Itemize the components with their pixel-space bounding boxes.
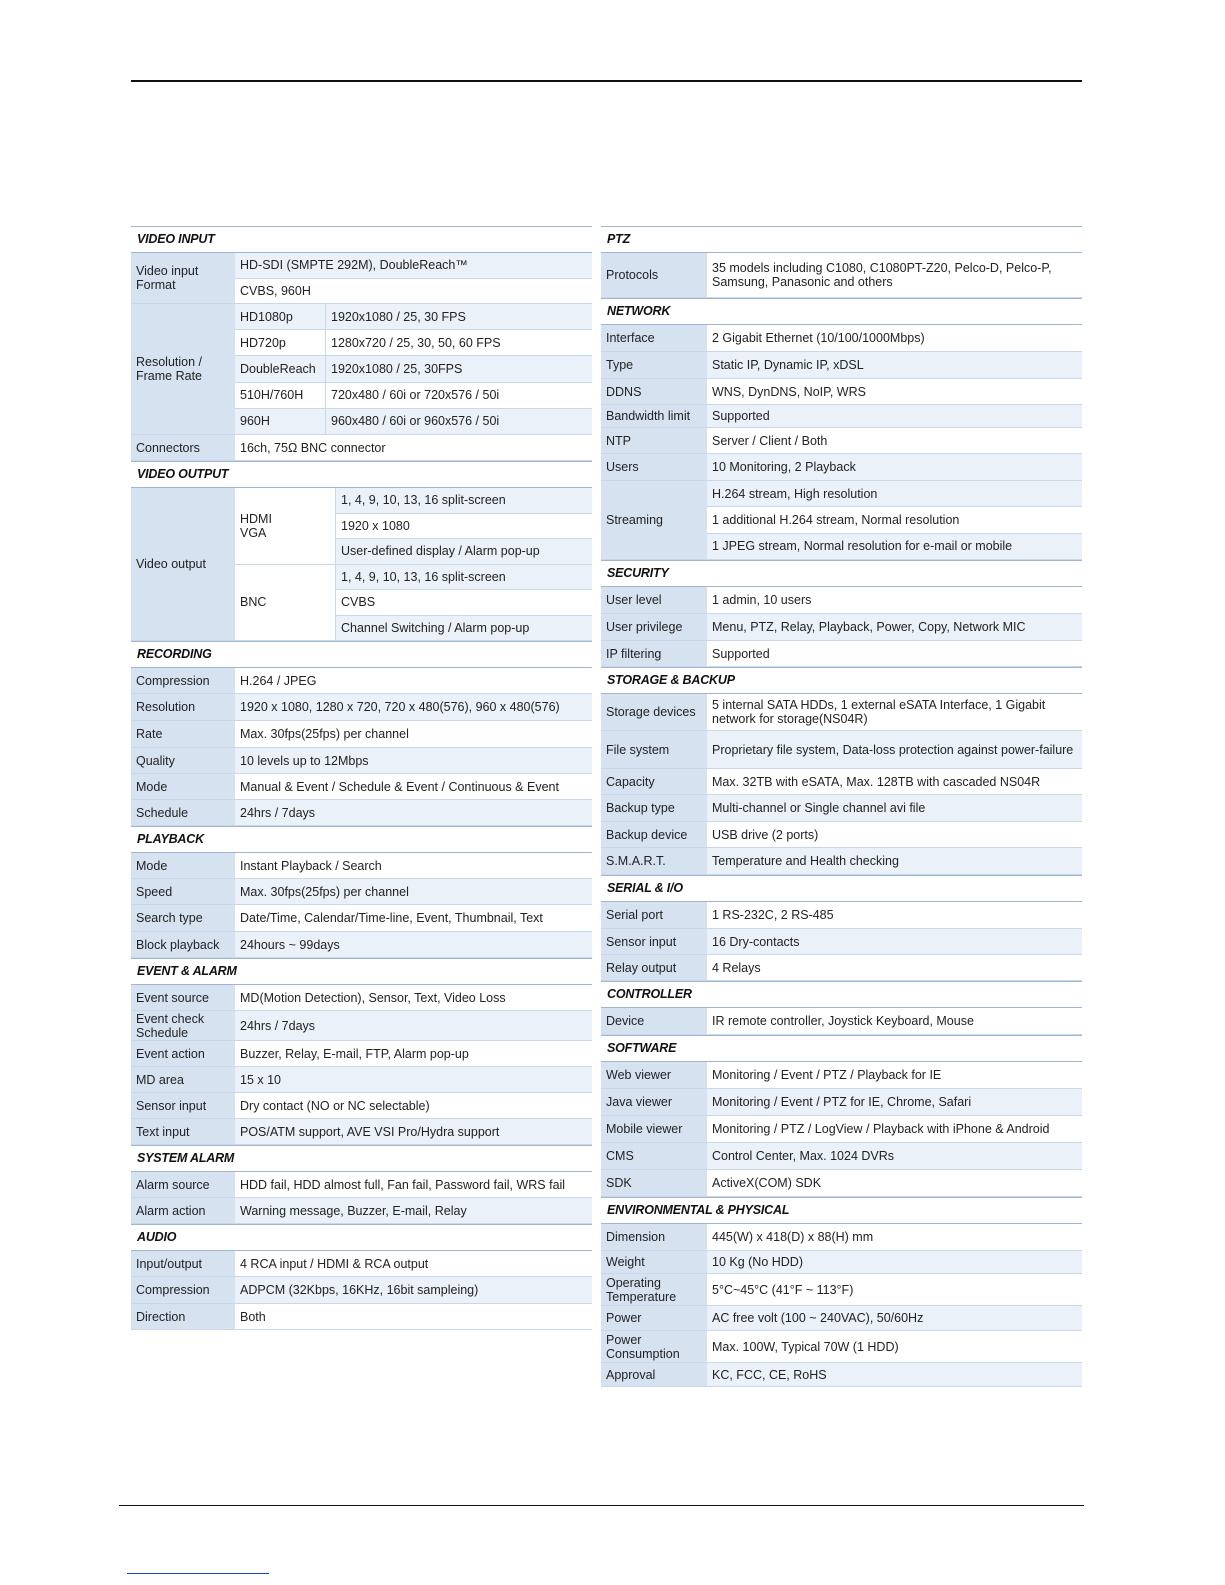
spec-value: 10 Monitoring, 2 Playback: [707, 454, 1082, 480]
spec-label: Protocols: [601, 253, 707, 297]
spec-value: Dry contact (NO or NC selectable): [240, 1098, 430, 1113]
spec-row-backup-type: [601, 795, 1082, 822]
spec-label: Serial port: [601, 902, 707, 928]
spec-value: Max. 32TB with eSATA, Max. 128TB with cascaded NS04R: [712, 774, 1041, 789]
spec-label: Device: [601, 1008, 707, 1034]
spec-value: Temperature and Health checking: [707, 848, 1082, 874]
output-group: [235, 565, 592, 641]
spec-row-schedule: [131, 800, 592, 826]
spec-row-mode: [131, 853, 592, 879]
spec-value-line: 1 JPEG stream, Normal resolution for e-mail or mobile: [707, 534, 1082, 559]
spec-section-system-alarm: [131, 1145, 592, 1224]
spec-row-web-viewer: [601, 1062, 1082, 1089]
spec-section-ptz: [601, 226, 1082, 298]
grid-label: 510H/760H: [240, 388, 304, 403]
spec-value-grid: [235, 304, 592, 434]
spec-row-operating-temperature: [601, 1274, 1082, 1306]
spec-row-event-check-schedule: [131, 1011, 592, 1041]
spec-label: Video output: [131, 488, 235, 640]
spec-row-ddns: [601, 379, 1082, 405]
spec-value: Both: [240, 1309, 266, 1324]
spec-label: Quality: [131, 748, 235, 773]
spec-value: WNS, DynDNS, NoIP, WRS: [712, 384, 866, 399]
spec-row-text-input: [131, 1119, 592, 1145]
spec-row-sensor-input: [601, 929, 1082, 955]
grid-value: 1920x1080 / 25, 30FPS: [325, 356, 592, 381]
grid-row: [235, 356, 592, 382]
spec-label: Backup type: [601, 795, 707, 821]
spec-value: Static IP, Dynamic IP, xDSL: [707, 352, 1082, 378]
output-group-items: [336, 488, 592, 564]
spec-row-quality: [131, 748, 592, 774]
grid-row: [235, 383, 592, 409]
spec-section-audio: [131, 1224, 592, 1330]
grid-value: 960x480 / 60i or 960x576 / 50i: [325, 409, 592, 434]
grid-row: [235, 304, 592, 330]
spec-row-rate: [131, 721, 592, 748]
spec-value: 2 Gigabit Ethernet (10/100/1000Mbps): [712, 331, 925, 345]
spec-row-interface: [601, 325, 1082, 352]
spec-label: Compression: [131, 668, 235, 693]
spec-label: Direction: [131, 1304, 235, 1329]
spec-value: 15 x 10: [235, 1067, 592, 1092]
spec-row-relay-output: [601, 955, 1082, 981]
spec-label: Approval: [601, 1363, 707, 1386]
spec-value: 35 models including C1080, C1080PT-Z20, Pelco-D, Pelco-P, Samsung, Panasonic and others: [712, 261, 1052, 289]
spec-value-groups: [235, 488, 592, 640]
spec-label: CMS: [601, 1143, 707, 1169]
spec-row-approval: [601, 1363, 1082, 1387]
spec-value: POS/ATM support, AVE VSI Pro/Hydra support: [235, 1119, 592, 1144]
grid-value: 1280x720 / 25, 30, 50, 60 FPS: [325, 330, 592, 355]
spec-row-type: [601, 352, 1082, 379]
spec-row-backup-device: [601, 822, 1082, 848]
spec-row-streaming: [601, 481, 1082, 560]
spec-section-event-alarm: [131, 958, 592, 1145]
footer-rule: [119, 1505, 1084, 1506]
grid-label: HD720p: [240, 335, 286, 350]
output-group-item: 1920 x 1080: [336, 514, 592, 540]
spec-section-video-output: [131, 461, 592, 641]
spec-value: Supported: [707, 405, 1082, 427]
spec-label: Alarm action: [131, 1198, 235, 1223]
spec-value: MD(Motion Detection), Sensor, Text, Video Loss: [240, 990, 506, 1005]
spec-label: Event source: [131, 985, 235, 1010]
spec-row-mobile-viewer: [601, 1116, 1082, 1143]
spec-value: 1 RS-232C, 2 RS-485: [712, 908, 834, 922]
spec-column-right: [601, 226, 1082, 1387]
spec-label: Schedule: [131, 800, 235, 825]
spec-value: ADPCM (32Kbps, 16KHz, 16bit sampleing): [235, 1277, 592, 1303]
spec-label: NTP: [601, 428, 707, 453]
spec-label: Java viewer: [601, 1089, 707, 1115]
spec-row-event-action: [131, 1041, 592, 1067]
section-title: SECURITY: [601, 561, 1082, 587]
spec-row-s-m-a-r-t: [601, 848, 1082, 875]
spec-value: 4 Relays: [712, 960, 761, 975]
spec-row-video-output: [131, 488, 592, 641]
grid-value: 1920x1080 / 25, 30 FPS: [325, 304, 592, 329]
output-group-name: HDMI VGA: [235, 488, 336, 564]
spec-label: Sensor input: [131, 1093, 235, 1118]
spec-value: 4 RCA input / HDMI & RCA output: [240, 1256, 429, 1271]
spec-label: Video input Format: [131, 253, 235, 303]
spec-value-list: [707, 481, 1082, 559]
spec-row-weight: [601, 1251, 1082, 1274]
spec-row-capacity: [601, 769, 1082, 795]
spec-value: Proprietary file system, Data-loss protection against power-failure: [707, 731, 1082, 768]
spec-value: ActiveX(COM) SDK: [712, 1176, 822, 1190]
spec-value: Menu, PTZ, Relay, Playback, Power, Copy, Network MIC: [707, 614, 1082, 640]
spec-row-sensor-input: [131, 1093, 592, 1119]
grid-label: HD1080p: [240, 309, 293, 324]
spec-label: Relay output: [601, 955, 707, 980]
spec-row-resolution-frame-rate: [131, 304, 592, 435]
spec-label: Text input: [131, 1119, 235, 1144]
spec-row-protocols: [601, 253, 1082, 298]
spec-label: Resolution / Frame Rate: [131, 304, 235, 434]
spec-value-line: H.264 stream, High resolution: [707, 481, 1082, 507]
spec-label: Connectors: [131, 435, 235, 460]
spec-value: Buzzer, Relay, E-mail, FTP, Alarm pop-up: [240, 1046, 469, 1061]
spec-value: Instant Playback / Search: [240, 858, 382, 873]
spec-row-md-area: [131, 1067, 592, 1093]
spec-label: DDNS: [601, 379, 707, 404]
output-group-item: CVBS: [336, 590, 592, 616]
spec-row-alarm-action: [131, 1198, 592, 1224]
spec-label: Block playback: [131, 932, 235, 957]
spec-row-video-input-format: [131, 253, 592, 304]
spec-row-search-type: [131, 905, 592, 932]
spec-value: USB drive (2 ports): [712, 827, 819, 842]
section-title: AUDIO: [131, 1225, 592, 1251]
spec-label: Power Consumption: [601, 1331, 707, 1362]
spec-value: Server / Client / Both: [712, 433, 828, 448]
spec-value: Supported: [712, 646, 770, 661]
spec-label: Event action: [131, 1041, 235, 1066]
spec-row-file-system: [601, 731, 1082, 769]
spec-label: Sensor input: [601, 929, 707, 954]
spec-section-software: [601, 1035, 1082, 1197]
footer-link-underline[interactable]: [127, 1573, 269, 1574]
spec-row-user-privilege: [601, 614, 1082, 641]
spec-value: Max. 30fps(25fps) per channel: [235, 879, 592, 904]
spec-row-resolution: [131, 694, 592, 721]
spec-label: MD area: [131, 1067, 235, 1092]
spec-value: Monitoring / PTZ / LogView / Playback with iPhone & Android: [712, 1122, 1050, 1136]
spec-value: Date/Time, Calendar/Time-line, Event, Thumbnail, Text: [240, 911, 543, 925]
spec-value: 445(W) x 418(D) x 88(H) mm: [712, 1230, 874, 1244]
spec-value: Multi-channel or Single channel avi file: [707, 795, 1082, 821]
spec-label: Event check Schedule: [131, 1011, 235, 1040]
spec-row-compression: [131, 1277, 592, 1304]
spec-label: IP filtering: [601, 641, 707, 666]
spec-value: 10 levels up to 12Mbps: [235, 748, 592, 773]
spec-value: 5°C~45°C (41°F ~ 113°F): [712, 1282, 854, 1297]
spec-value: 1920 x 1080, 1280 x 720, 720 x 480(576), 960 x 480(576): [235, 694, 592, 720]
spec-label: Rate: [131, 721, 235, 747]
spec-row-java-viewer: [601, 1089, 1082, 1116]
spec-row-dimension: [601, 1224, 1082, 1251]
spec-row-sdk: [601, 1170, 1082, 1197]
spec-row-compression: [131, 668, 592, 694]
spec-label: SDK: [601, 1170, 707, 1196]
spec-label: Weight: [601, 1251, 707, 1273]
spec-label: Capacity: [601, 769, 707, 794]
output-group-items: [336, 565, 592, 641]
spec-section-storage-backup: [601, 667, 1082, 875]
output-group-name: BNC: [235, 565, 336, 641]
spec-value: AC free volt (100 ~ 240VAC), 50/60Hz: [707, 1306, 1082, 1330]
spec-row-users: [601, 454, 1082, 481]
spec-label: Interface: [601, 325, 707, 351]
spec-value: 1 admin, 10 users: [712, 593, 812, 607]
spec-row-event-source: [131, 985, 592, 1011]
spec-row-block-playback: [131, 932, 592, 958]
section-title: RECORDING: [131, 642, 592, 668]
spec-label: User level: [601, 587, 707, 613]
spec-row-ntp: [601, 428, 1082, 454]
spec-section-network: [601, 298, 1082, 560]
spec-label: Dimension: [601, 1224, 707, 1250]
spec-value: HDD fail, HDD almost full, Fan fail, Password fail, WRS fail: [240, 1177, 566, 1192]
spec-value-line: CVBS, 960H: [235, 279, 592, 304]
spec-value: Control Center, Max. 1024 DVRs: [707, 1143, 1082, 1169]
spec-label: Compression: [131, 1277, 235, 1303]
spec-label: Storage devices: [601, 694, 707, 730]
output-group-item: User-defined display / Alarm pop-up: [336, 539, 592, 564]
spec-label: Mode: [131, 774, 235, 799]
header-rule: [131, 80, 1082, 82]
spec-row-bandwidth-limit: [601, 405, 1082, 428]
spec-row-ip-filtering: [601, 641, 1082, 667]
spec-label: File system: [601, 731, 707, 768]
spec-row-speed: [131, 879, 592, 905]
section-title: ENVIRONMENTAL & PHYSICAL: [601, 1198, 1082, 1224]
spec-label: Mobile viewer: [601, 1116, 707, 1142]
spec-section-serial-i-o: [601, 875, 1082, 981]
spec-value: 16 Dry-contacts: [707, 929, 1082, 954]
spec-section-controller: [601, 981, 1082, 1035]
spec-row-storage-devices: [601, 694, 1082, 731]
spec-value: 16ch, 75Ω BNC connector: [240, 440, 386, 455]
section-title: CONTROLLER: [601, 982, 1082, 1008]
spec-row-serial-port: [601, 902, 1082, 929]
spec-label: Streaming: [601, 481, 707, 559]
spec-row-input-output: [131, 1251, 592, 1277]
spec-label: Users: [601, 454, 707, 480]
spec-section-environmental-physical: [601, 1197, 1082, 1387]
section-title: NETWORK: [601, 299, 1082, 325]
spec-row-cms: [601, 1143, 1082, 1170]
section-title: VIDEO OUTPUT: [131, 462, 592, 488]
spec-value-list: [235, 253, 592, 303]
section-title: SERIAL & I/O: [601, 876, 1082, 902]
spec-value: 24hrs / 7days: [235, 800, 592, 825]
spec-label: Operating Temperature: [601, 1274, 707, 1305]
spec-section-security: [601, 560, 1082, 667]
spec-label: Alarm source: [131, 1172, 235, 1197]
spec-label: Backup device: [601, 822, 707, 847]
spec-label: Search type: [131, 905, 235, 931]
spec-row-user-level: [601, 587, 1082, 614]
section-title: SOFTWARE: [601, 1036, 1082, 1062]
spec-value: Max. 100W, Typical 70W (1 HDD): [712, 1339, 899, 1354]
spec-value: 10 Kg (No HDD): [707, 1251, 1082, 1273]
grid-row: [235, 330, 592, 356]
spec-section-recording: [131, 641, 592, 826]
spec-label: Web viewer: [601, 1062, 707, 1088]
spec-label: Power: [601, 1306, 707, 1330]
spec-label: Input/output: [131, 1251, 235, 1276]
spec-value: Manual & Event / Schedule & Event / Continuous & Event: [240, 779, 559, 794]
spec-row-mode: [131, 774, 592, 800]
section-title: SYSTEM ALARM: [131, 1146, 592, 1172]
section-title: STORAGE & BACKUP: [601, 668, 1082, 694]
spec-row-alarm-source: [131, 1172, 592, 1198]
grid-label: 960H: [240, 414, 270, 429]
spec-value: Warning message, Buzzer, E-mail, Relay: [235, 1198, 592, 1223]
spec-value: Monitoring / Event / PTZ for IE, Chrome, Safari: [707, 1089, 1082, 1115]
output-group: [235, 488, 592, 565]
spec-label: Resolution: [131, 694, 235, 720]
spec-value: KC, FCC, CE, RoHS: [707, 1363, 1082, 1386]
spec-section-playback: [131, 826, 592, 958]
spec-row-power-consumption: [601, 1331, 1082, 1363]
spec-row-power: [601, 1306, 1082, 1331]
spec-label: Bandwidth limit: [601, 405, 707, 427]
spec-value-line: HD-SDI (SMPTE 292M), DoubleReach™: [235, 253, 592, 279]
output-group-item: Channel Switching / Alarm pop-up: [336, 616, 592, 641]
spec-label: S.M.A.R.T.: [601, 848, 707, 874]
grid-value: 720x480 / 60i or 720x576 / 50i: [325, 383, 592, 408]
spec-value: 24hours ~ 99days: [235, 932, 592, 957]
spec-label: Mode: [131, 853, 235, 878]
spec-value: Max. 30fps(25fps) per channel: [240, 727, 409, 741]
spec-label: User privilege: [601, 614, 707, 640]
section-title: PLAYBACK: [131, 827, 592, 853]
spec-value: Monitoring / Event / PTZ / Playback for IE: [712, 1068, 942, 1082]
spec-label: Type: [601, 352, 707, 378]
spec-row-connectors: [131, 435, 592, 461]
grid-label: DoubleReach: [240, 362, 316, 376]
output-group-item: 1, 4, 9, 10, 13, 16 split-screen: [336, 488, 592, 514]
spec-value-line: 1 additional H.264 stream, Normal resolution: [707, 507, 1082, 533]
output-group-item: 1, 4, 9, 10, 13, 16 split-screen: [336, 565, 592, 591]
spec-row-device: [601, 1008, 1082, 1035]
spec-value: IR remote controller, Joystick Keyboard, Mouse: [712, 1014, 974, 1028]
section-title: PTZ: [601, 227, 1082, 253]
spec-label: Speed: [131, 879, 235, 904]
spec-value: 24hrs / 7days: [235, 1011, 592, 1040]
spec-section-video-input: [131, 226, 592, 461]
section-title: VIDEO INPUT: [131, 227, 592, 253]
grid-row: [235, 409, 592, 434]
spec-value: H.264 / JPEG: [240, 673, 317, 688]
spec-value: 5 internal SATA HDDs, 1 external eSATA Interface, 1 Gigabit network for storage(NS04R): [712, 698, 1046, 726]
section-title: EVENT & ALARM: [131, 959, 592, 985]
spec-row-direction: [131, 1304, 592, 1330]
spec-column-left: [131, 226, 592, 1330]
